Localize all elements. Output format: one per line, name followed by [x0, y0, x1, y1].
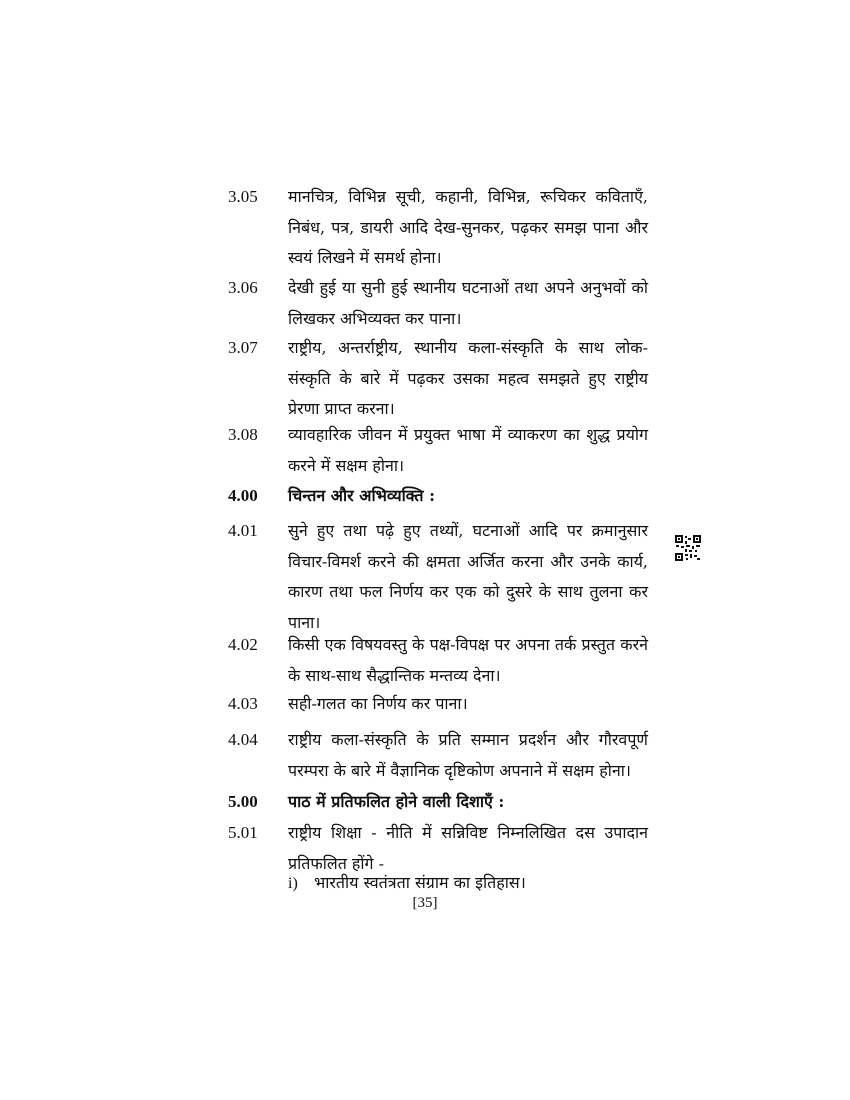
item-text: देखी हुई या सुनी हुई स्थानीय घटनाओं तथा अपने अनुभवों को लिखकर अभिव्यक्त कर पाना। — [288, 278, 648, 328]
item-text: राष्ट्रीय कला-संस्कृति के प्रति सम्मान प्रदर्शन और गौरवपूर्ण परम्परा के बारे में वैज्ञानिक दृष्टिकोण अपनाने में सक्षम होना। — [288, 730, 648, 780]
item-number: 3.07 — [228, 338, 258, 357]
list-item-4-01 — [228, 516, 648, 638]
list-item-3-06 — [228, 273, 648, 334]
item-text: सही-गलत का निर्णय कर पाना। — [288, 694, 468, 713]
item-number: 4.04 — [228, 730, 258, 749]
section-number: 4.00 — [228, 486, 258, 505]
item-number: 3.05 — [228, 187, 258, 206]
section-title: चिन्तन और अभिव्यक्ति : — [288, 486, 435, 505]
item-text: राष्ट्रीय शिक्षा - नीति में सन्निविष्ट निम्नलिखित दस उपादान प्रतिफलित होंगे - — [288, 823, 648, 873]
section-number: 5.00 — [228, 792, 258, 811]
qr-code-icon — [675, 535, 701, 561]
item-number: 4.02 — [228, 635, 258, 654]
list-item-4-03 — [228, 689, 648, 720]
item-number: 3.06 — [228, 278, 258, 297]
sub-item-text: भारतीय स्वतंत्रता संग्राम का इतिहास। — [314, 873, 526, 892]
item-number: 4.01 — [228, 521, 258, 540]
item-text: मानचित्र, विभिन्न सूची, कहानी, विभिन्न, रूचिकर कविताएँ, निबंध, पत्र, डायरी आदि देख-सुनकर, पढ़कर समझ पाना और स्वयं लिखने में समर्थ होना। — [288, 187, 648, 267]
list-item-4-04 — [228, 725, 648, 786]
list-item-3-07 — [228, 333, 648, 425]
item-text: राष्ट्रीय, अन्तर्राष्ट्रीय, स्थानीय कला-संस्कृति के साथ लोक-संस्कृति के बारे में पढ़कर उसका महत्व समझते हुए राष्ट्रीय प्रेरणा प्राप्त करना। — [288, 338, 648, 418]
item-text: सुने हुए तथा पढ़े हुए तथ्यों, घटनाओं आदि पर क्रमानुसार विचार-विमर्श करने की क्षमता अर्जित करना और उनके कार्य, कारण तथा फल निर्णय कर एक को दुसरे के साथ तुलना कर पाना। — [288, 521, 648, 632]
list-item-3-08 — [228, 420, 648, 481]
item-text: व्यावहारिक जीवन में प्रयुक्त भाषा में व्याकरण का शुद्ध प्रयोग करने में सक्षम होना। — [288, 425, 648, 475]
item-number: 3.08 — [228, 425, 258, 444]
list-item-4-02 — [228, 630, 648, 691]
item-number: 5.01 — [228, 823, 258, 842]
section-heading-4-00 — [228, 481, 648, 512]
item-text: किसी एक विषयवस्तु के पक्ष-विपक्ष पर अपना तर्क प्रस्तुत करने के साथ-साथ सैद्धान्तिक मन्तव्य देना। — [288, 635, 648, 685]
list-item-3-05 — [228, 182, 648, 274]
page-number: [35] — [412, 895, 438, 911]
sub-item-marker: i) — [288, 875, 298, 892]
section-title: पाठ में प्रतिफलित होने वाली दिशाएँ : — [288, 792, 505, 811]
item-number: 4.03 — [228, 694, 258, 713]
section-heading-5-00 — [228, 787, 648, 818]
